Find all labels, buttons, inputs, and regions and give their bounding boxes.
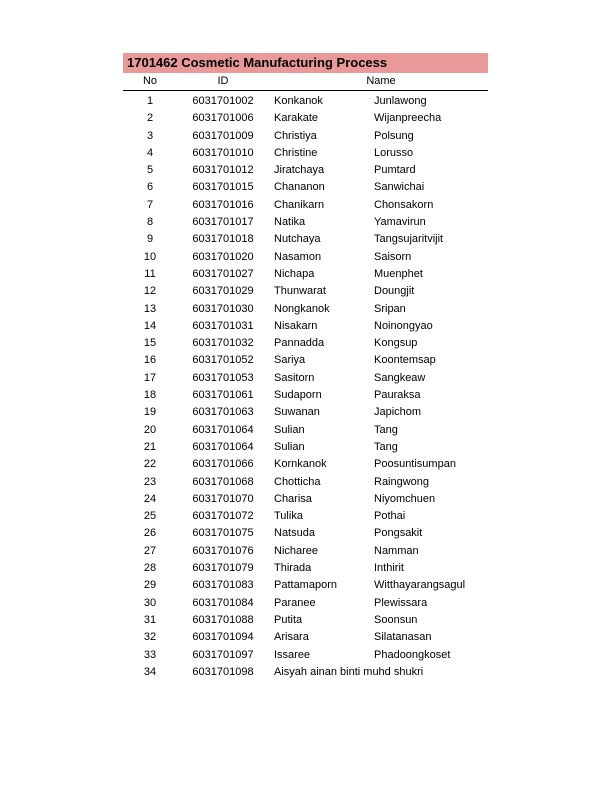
table-row [123, 456, 488, 473]
table-header [123, 73, 488, 91]
row-first-name: Chotticha [274, 475, 321, 488]
row-last-name: Pothai [374, 510, 406, 523]
table-row [123, 162, 488, 179]
table-body [123, 91, 488, 681]
row-last-name: Junlawong [374, 95, 427, 107]
row-no: 17 [143, 371, 157, 384]
row-id: 6031701029 [192, 285, 254, 298]
table-row [123, 612, 488, 629]
row-first-name: Sulian [274, 440, 305, 453]
row-id: 6031701061 [192, 389, 254, 402]
row-first-name: Kornkanok [274, 458, 327, 471]
row-id: 6031701031 [192, 319, 254, 332]
row-first-name: Nutchaya [274, 233, 321, 246]
table-row [123, 352, 488, 369]
table-row [123, 145, 488, 162]
row-no: 13 [143, 302, 157, 315]
row-no: 14 [143, 319, 157, 332]
table-row [123, 249, 488, 266]
table-row [123, 595, 488, 612]
row-first-name: Natika [274, 216, 306, 229]
row-no: 29 [143, 579, 157, 592]
table-row [123, 370, 488, 387]
row-last-name: Yamavirun [374, 216, 426, 229]
table-row [123, 387, 488, 404]
row-last-name: Namman [374, 544, 419, 557]
row-no: 34 [143, 665, 157, 678]
row-id: 6031701098 [192, 665, 254, 678]
row-last-name: Saisorn [374, 250, 412, 263]
table-row [123, 560, 488, 577]
row-last-name: Doungjit [374, 285, 415, 298]
row-id: 6031701002 [192, 95, 254, 107]
row-last-name: Koontemsap [374, 354, 436, 367]
row-no: 12 [143, 285, 157, 298]
row-last-name: Pauraksa [374, 389, 421, 402]
row-last-name: Sanwichai [374, 181, 425, 194]
row-first-name: Suwanan [274, 406, 320, 419]
table-row [123, 422, 488, 439]
class-roster-sheet [123, 53, 488, 681]
row-first-name: Arisara [274, 631, 309, 644]
row-first-name: Paranee [274, 596, 316, 609]
row-no: 7 [146, 198, 154, 211]
row-id: 6031701088 [192, 613, 254, 626]
row-last-name: Chonsakorn [374, 198, 434, 211]
row-first-name: Nisakarn [274, 319, 318, 332]
row-first-name: Jiratchaya [274, 164, 325, 177]
row-last-name: Japichom [374, 406, 422, 419]
row-first-name: Aisyah ainan binti muhd shukri [274, 665, 424, 678]
row-first-name: Karakate [274, 112, 319, 125]
row-last-name: Soonsun [374, 613, 418, 626]
row-id: 6031701017 [192, 216, 254, 229]
row-id: 6031701066 [192, 458, 254, 471]
row-first-name: Issaree [274, 648, 311, 661]
table-row [123, 543, 488, 560]
header-name: Name [366, 75, 396, 87]
row-last-name: Inthirit [374, 562, 404, 575]
row-last-name: Tang [374, 440, 398, 453]
row-last-name: Pongsakit [374, 527, 423, 540]
row-first-name: Nicharee [274, 544, 319, 557]
row-last-name: Tangsujaritvijit [374, 233, 444, 246]
row-first-name: Nasamon [274, 250, 322, 263]
row-no: 31 [143, 613, 157, 626]
table-row [123, 491, 488, 508]
table-row [123, 577, 488, 594]
row-first-name: Nichapa [274, 267, 315, 280]
row-first-name: Sudaporn [274, 389, 322, 402]
row-last-name: Wijanpreecha [374, 112, 442, 125]
row-id: 6031701030 [192, 302, 254, 315]
row-last-name: Lorusso [374, 146, 414, 159]
row-id: 6031701012 [192, 164, 254, 177]
row-id: 6031701076 [192, 544, 254, 557]
table-row [123, 301, 488, 318]
table-row [123, 474, 488, 491]
row-no: 18 [143, 389, 157, 402]
row-id: 6031701027 [192, 267, 254, 280]
row-no: 3 [146, 129, 154, 142]
row-id: 6031701064 [192, 440, 254, 453]
row-no: 20 [143, 423, 157, 436]
row-no: 21 [143, 440, 157, 453]
row-no: 16 [143, 354, 157, 367]
row-no: 27 [143, 544, 157, 557]
table-row [123, 629, 488, 646]
row-id: 6031701053 [192, 371, 254, 384]
row-first-name: Thirada [274, 562, 312, 575]
row-first-name: Christine [274, 146, 318, 159]
table-row [123, 93, 488, 110]
row-id: 6031701016 [192, 198, 254, 211]
row-id: 6031701068 [192, 475, 254, 488]
row-first-name: Charisa [274, 492, 312, 505]
table-row [123, 439, 488, 456]
row-id: 6031701064 [192, 423, 254, 436]
row-id: 6031701009 [192, 129, 254, 142]
row-id: 6031701094 [192, 631, 254, 644]
row-first-name: Chanikarn [274, 198, 325, 211]
row-last-name: Witthayarangsagul [374, 579, 466, 592]
row-no: 32 [143, 631, 157, 644]
row-first-name: Konkanok [274, 95, 323, 107]
row-no: 33 [143, 648, 157, 661]
row-no: 10 [143, 250, 157, 263]
row-id: 6031701097 [192, 648, 254, 661]
row-no: 23 [143, 475, 157, 488]
row-first-name: Tulika [274, 510, 303, 523]
row-id: 6031701032 [192, 337, 254, 350]
row-id: 6031701079 [192, 562, 254, 575]
row-last-name: Polsung [374, 129, 414, 142]
table-row [123, 318, 488, 335]
row-last-name: Phadoongkoset [374, 648, 451, 661]
row-no: 2 [146, 112, 154, 125]
row-no: 8 [146, 216, 154, 229]
row-id: 6031701072 [192, 510, 254, 523]
row-first-name: Pannadda [274, 337, 325, 350]
row-id: 6031701063 [192, 406, 254, 419]
row-no: 11 [144, 267, 156, 280]
row-first-name: Thunwarat [274, 285, 326, 298]
row-last-name: Silatanasan [374, 631, 432, 644]
table-row [123, 110, 488, 127]
table-row [123, 128, 488, 145]
row-first-name: Sasitorn [274, 371, 315, 384]
row-last-name: Plewissara [374, 596, 428, 609]
header-no: No [142, 75, 158, 87]
table-row [123, 335, 488, 352]
row-first-name: Natsuda [274, 527, 315, 540]
row-no: 6 [146, 181, 154, 194]
row-id: 6031701070 [192, 492, 254, 505]
row-first-name: Nongkanok [274, 302, 330, 315]
row-no: 22 [143, 458, 157, 471]
row-no: 28 [143, 562, 157, 575]
row-id: 6031701015 [192, 181, 254, 194]
row-first-name: Christiya [274, 129, 317, 142]
row-last-name: Noinongyao [374, 319, 433, 332]
row-first-name: Chananon [274, 181, 325, 194]
table-row [123, 231, 488, 248]
row-id: 6031701010 [192, 146, 254, 159]
row-last-name: Tang [374, 423, 398, 436]
row-id: 6031701075 [192, 527, 254, 540]
row-no: 9 [146, 233, 154, 246]
row-first-name: Putita [274, 613, 303, 626]
row-last-name: Raingwong [374, 475, 430, 488]
row-first-name: Sulian [274, 423, 305, 436]
table-row [123, 266, 488, 283]
row-first-name: Sariya [274, 354, 306, 367]
row-last-name: Muenphet [374, 267, 423, 280]
row-no: 26 [143, 527, 157, 540]
row-no: 25 [143, 510, 157, 523]
row-no: 30 [143, 596, 157, 609]
table-row [123, 404, 488, 421]
sheet-title: 1701462 Cosmetic Manufacturing Process [123, 53, 488, 73]
header-id: ID [217, 75, 229, 87]
row-id: 6031701084 [192, 596, 254, 609]
row-last-name: Sripan [374, 302, 406, 315]
row-last-name: Sangkeaw [374, 371, 426, 384]
table-row [123, 664, 488, 681]
table-row [123, 525, 488, 542]
row-no: 19 [143, 406, 157, 419]
row-id: 6031701006 [192, 112, 254, 125]
row-id: 6031701018 [192, 233, 254, 246]
table-row [123, 508, 488, 525]
row-no: 4 [146, 146, 154, 159]
row-no: 5 [146, 164, 154, 177]
row-no: 24 [143, 492, 157, 505]
row-last-name: Niyomchuen [374, 492, 436, 505]
table-row [123, 647, 488, 664]
row-first-name: Pattamaporn [274, 579, 337, 592]
row-id: 6031701052 [192, 354, 254, 367]
row-last-name: Kongsup [374, 337, 418, 350]
table-row [123, 214, 488, 231]
table-row [123, 283, 488, 300]
row-id: 6031701083 [192, 579, 254, 592]
row-no: 15 [143, 337, 157, 350]
row-last-name: Poosuntisumpan [374, 458, 456, 471]
row-last-name: Pumtard [374, 164, 416, 177]
table-row [123, 179, 488, 196]
table-row [123, 197, 488, 214]
row-id: 6031701020 [192, 250, 254, 263]
row-no: 1 [146, 95, 154, 107]
